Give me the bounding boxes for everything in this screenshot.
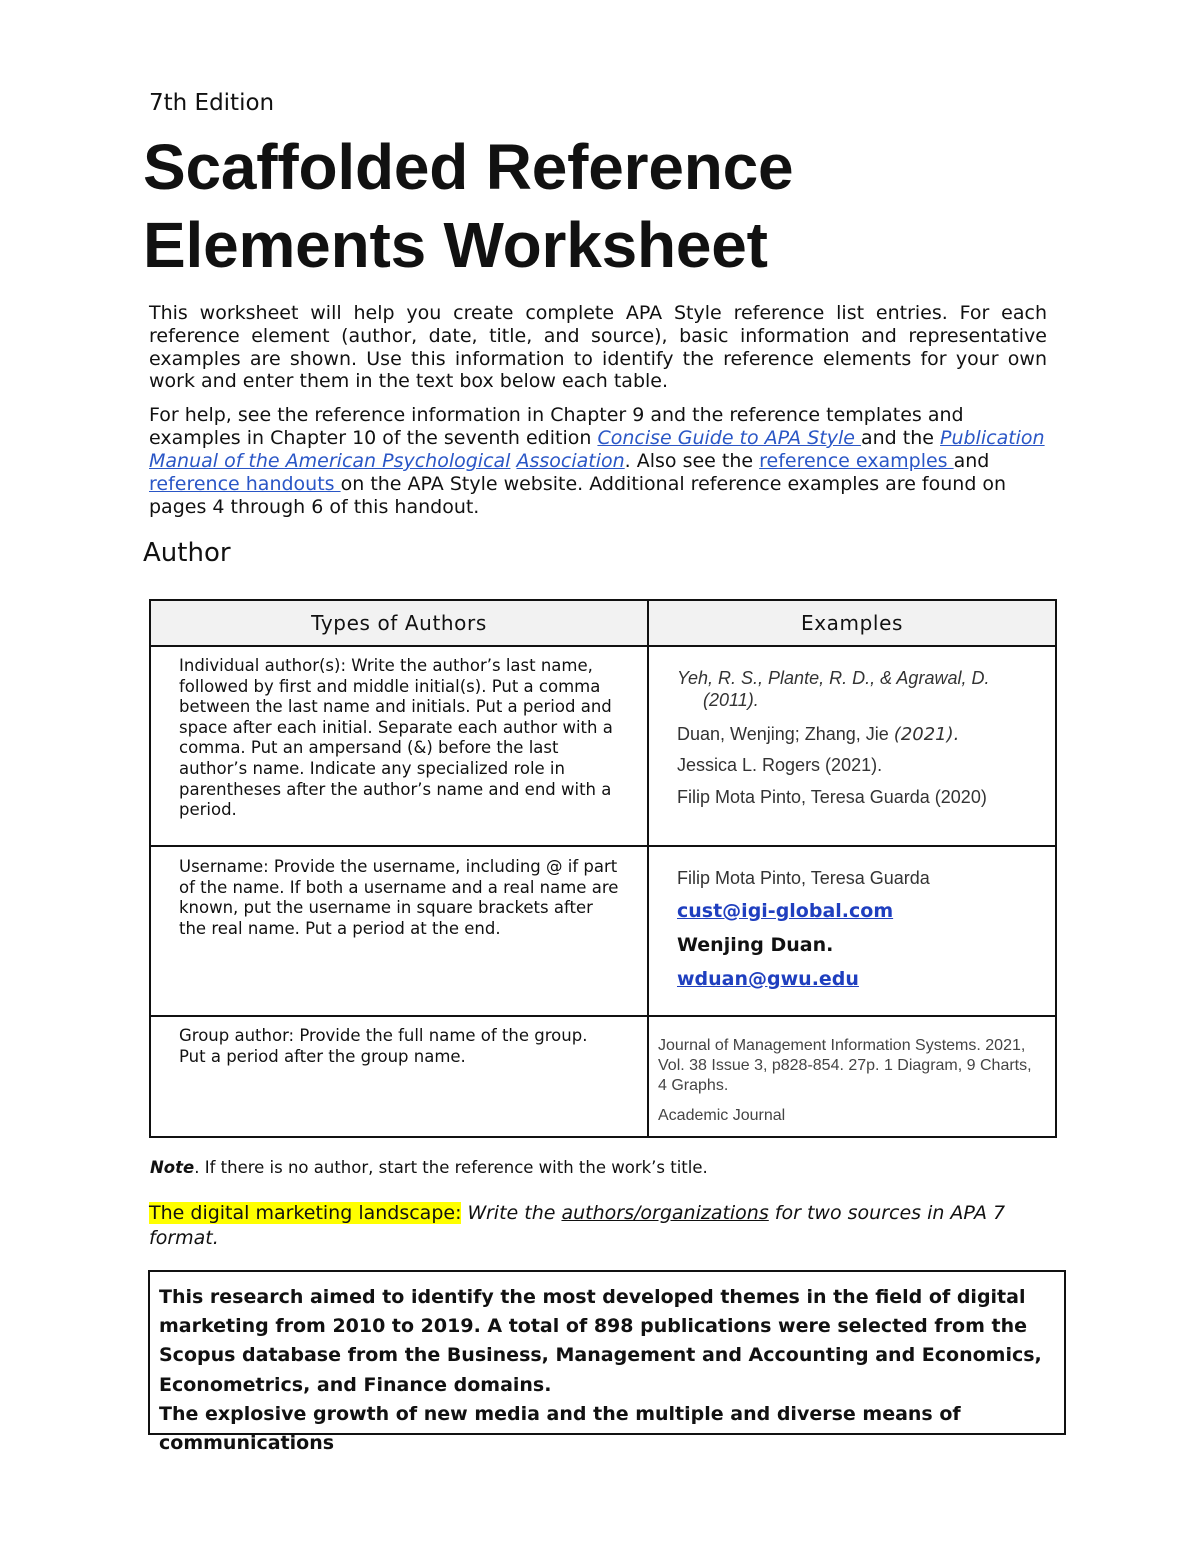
type-cell-individual xyxy=(150,646,648,846)
page-title xyxy=(143,128,1103,284)
examples-list xyxy=(649,647,1055,808)
examples-list xyxy=(649,847,1055,990)
title-line-1: Scaffolded Reference xyxy=(143,131,794,203)
title-line-2: Elements Worksheet xyxy=(143,209,768,281)
example-item: Academic Journal xyxy=(658,1107,786,1124)
help-and-the: and the xyxy=(860,427,940,449)
column-header-examples: Examples xyxy=(648,600,1056,646)
answer-paragraph-1: This research aimed to identify the most developed themes in the field of digital marketing from 2010 to 2019. A total of 898 publications were selected from the Scopus database from the Business, Management and Accounting and Economics, Econometrics, and Finance domains. xyxy=(159,1286,1042,1396)
example-item xyxy=(677,724,1035,745)
intro-paragraph: This worksheet will help you create complete APA Style reference list entries. For each reference element (author, date, title, and source), basic information and representative examples are shown. Use this information to identify the reference elements for your own work and enter them in the text box below each table. xyxy=(149,302,1047,393)
note-body: . If there is no author, start the reference with the work’s title. xyxy=(194,1158,708,1177)
table-row-username xyxy=(150,846,1056,1016)
note-text xyxy=(150,1158,708,1177)
table-header-row xyxy=(150,600,1056,646)
reference-examples-link[interactable]: reference examples xyxy=(759,450,954,472)
type-description: Individual author(s): Write the author’s last name, followed by first and middle initial(s). Put a comma between the last name and initials. Put a period and space after each initial. Separate each author with a comma. Put an ampersand (&) before the last author’s name. Indicate any specialized role in parentheses after the author’s name and end with a period. xyxy=(179,656,613,820)
type-description: Group author: Provide the full name of the group. Put a period after the group name. xyxy=(179,1026,588,1066)
examples-list xyxy=(649,1017,1055,1126)
email-link[interactable]: cust@igi-global.com xyxy=(677,900,894,922)
instruction-suffix: for two sources in APA 7 format. xyxy=(149,1202,1006,1249)
table-row-individual xyxy=(150,646,1056,846)
example-date-part: (2021). xyxy=(893,724,960,745)
example-name-part: Duan, Wenjing; Zhang, Jie xyxy=(677,724,894,744)
answer-text-box[interactable] xyxy=(148,1270,1066,1455)
table-row-group xyxy=(150,1016,1056,1137)
help-suffix: on the APA Style website. Additional reference examples are found on pages 4 through 6 of this handout. xyxy=(149,473,1007,518)
concise-guide-link[interactable]: Concise Guide to APA Style xyxy=(597,427,861,449)
example-item: Yeh, R. S., Plante, R. D., & Agrawal, D. (2011). xyxy=(677,668,990,710)
help-paragraph xyxy=(149,404,1049,519)
help-prefix: For help, see the reference information in Chapter 9 and the reference templates and examples in Chapter 10 of the seventh edition xyxy=(149,404,964,449)
type-cell-group xyxy=(150,1016,648,1137)
type-cell-username xyxy=(150,846,648,1016)
edition-label: 7th Edition xyxy=(149,90,275,116)
reference-handouts-link[interactable]: reference handouts xyxy=(149,473,341,495)
publication-manual-link[interactable]: Publication Manual of the American Psychological xyxy=(149,427,1045,472)
examples-cell-username xyxy=(648,846,1056,1016)
answer-paragraph-2: The explosive growth of new media and the multiple and diverse means of communications xyxy=(159,1402,961,1455)
highlighted-topic: The digital marketing landscape: xyxy=(149,1202,462,1224)
instruction-prefix: Write the xyxy=(461,1202,562,1224)
help-and: and xyxy=(953,450,990,472)
instruction-underlined: authors/organizations xyxy=(561,1202,769,1224)
example-item: Filip Mota Pinto, Teresa Guarda (2020) xyxy=(677,787,987,807)
example-item: Filip Mota Pinto, Teresa Guarda xyxy=(677,868,930,888)
column-header-types: Types of Authors xyxy=(150,600,648,646)
type-description: Username: Provide the username, including @ if part of the name. If both a username and a real name are known, put the username in square brackets after the real name. Put a period at the end. xyxy=(179,857,619,938)
task-instruction xyxy=(149,1201,1059,1251)
examples-cell-individual xyxy=(648,646,1056,846)
note-label: Note xyxy=(150,1158,195,1177)
example-item: Wenjing Duan. xyxy=(677,934,834,956)
example-item: Jessica L. Rogers (2021). xyxy=(677,755,883,775)
section-heading-author: Author xyxy=(143,538,231,568)
association-link[interactable]: Association xyxy=(516,450,625,472)
example-item: Journal of Management Information Systems. 2021, Vol. 38 Issue 3, p828-854. 27p. 1 Diagram, 9 Charts, 4 Graphs. xyxy=(658,1037,1032,1094)
help-also-see: . Also see the xyxy=(624,450,760,472)
email-link[interactable]: wduan@gwu.edu xyxy=(677,968,859,990)
author-types-table xyxy=(149,599,1057,1138)
examples-cell-group xyxy=(648,1016,1056,1137)
